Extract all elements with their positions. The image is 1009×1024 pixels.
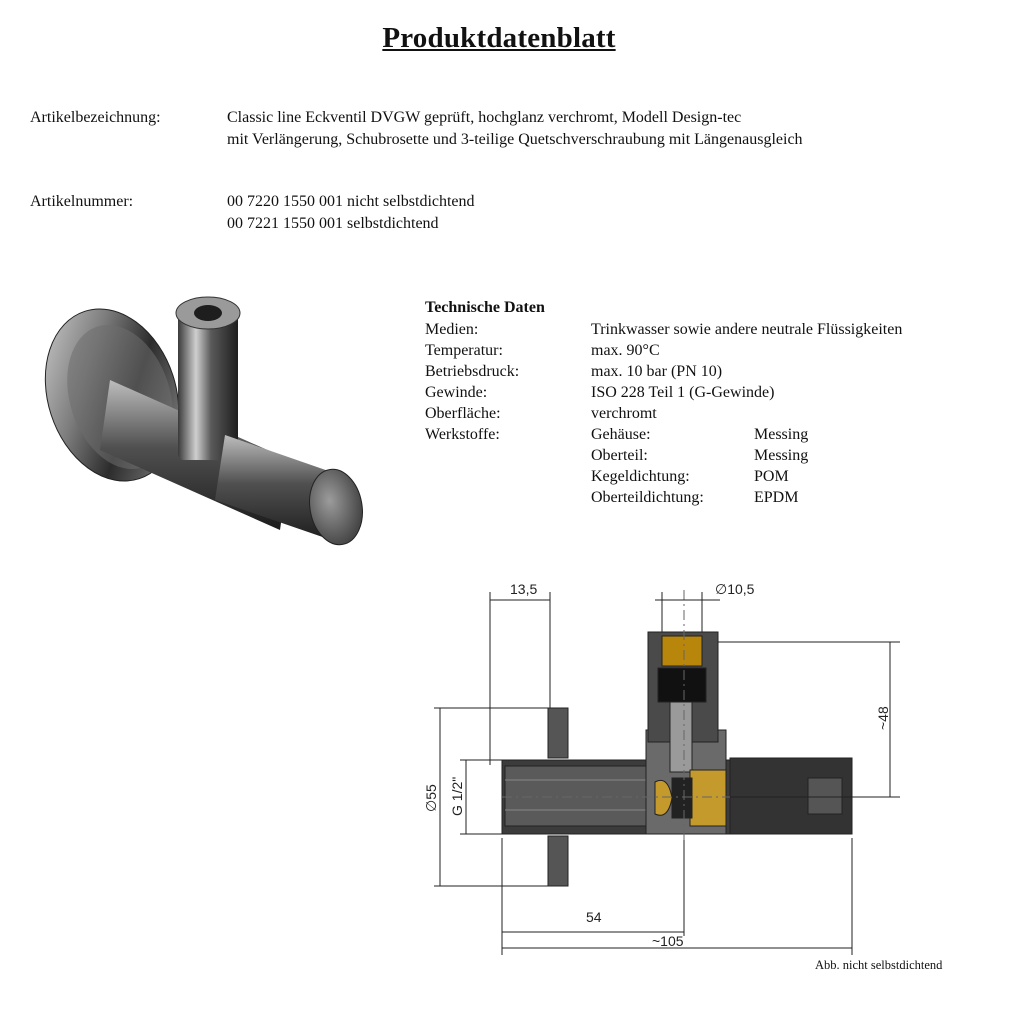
- tech-value: max. 10 bar (PN 10): [591, 363, 723, 380]
- material-part: Gehäuse:: [591, 426, 651, 443]
- material-part: Oberteil:: [591, 447, 648, 464]
- dim-105: ~105: [652, 933, 684, 949]
- dim-48: ~48: [875, 706, 891, 730]
- material-name: Messing: [754, 426, 809, 443]
- tech-value: ISO 228 Teil 1 (G-Gewinde): [591, 384, 775, 401]
- dim-d10-5: ∅10,5: [715, 581, 755, 597]
- dim-g12: G 1/2": [449, 776, 465, 816]
- page-title: Produktdatenblatt: [382, 22, 616, 54]
- tech-key: Medien:: [425, 321, 479, 338]
- tech-key: Betriebsdruck:: [425, 363, 520, 380]
- material-part: Kegeldichtung:: [591, 468, 690, 485]
- material-name: Messing: [754, 447, 809, 464]
- tech-value: Trinkwasser sowie andere neutrale Flüssigkeiten: [591, 321, 903, 338]
- technical-drawing: [400, 570, 900, 955]
- dim-d55: ∅55: [423, 784, 439, 812]
- number-line-1: 00 7220 1550 001 nicht selbstdichtend: [227, 193, 475, 210]
- material-part: Oberteildichtung:: [591, 489, 704, 506]
- tech-value: max. 90°C: [591, 342, 660, 359]
- article-numbers: [227, 191, 475, 235]
- tech-heading: Technische Daten: [425, 299, 545, 316]
- material-name: EPDM: [754, 489, 799, 506]
- tech-key: Werkstoffe:: [425, 426, 500, 443]
- tech-value: verchromt: [591, 405, 657, 422]
- tech-key: Oberfläche:: [425, 405, 501, 422]
- valve-product-image: [40, 285, 375, 555]
- number-label: Artikelnummer:: [30, 193, 134, 210]
- dim-54: 54: [586, 909, 602, 925]
- article-label: Artikelbezeichnung:: [30, 109, 161, 126]
- drawing-caption: Abb. nicht selbstdichtend: [815, 958, 943, 972]
- number-line-2: 00 7221 1550 001 selbstdichtend: [227, 215, 439, 232]
- dim-13-5: 13,5: [510, 581, 538, 597]
- article-description: [227, 107, 803, 151]
- tech-key: Gewinde:: [425, 384, 488, 401]
- article-line-1: Classic line Eckventil DVGW geprüft, hochglanz verchromt, Modell Design-tec: [227, 109, 742, 126]
- article-line-2: mit Verlängerung, Schubrosette und 3-teilige Quetschverschraubung mit Längenausgleich: [227, 131, 803, 148]
- tech-key: Temperatur:: [425, 342, 503, 359]
- material-name: POM: [754, 468, 789, 485]
